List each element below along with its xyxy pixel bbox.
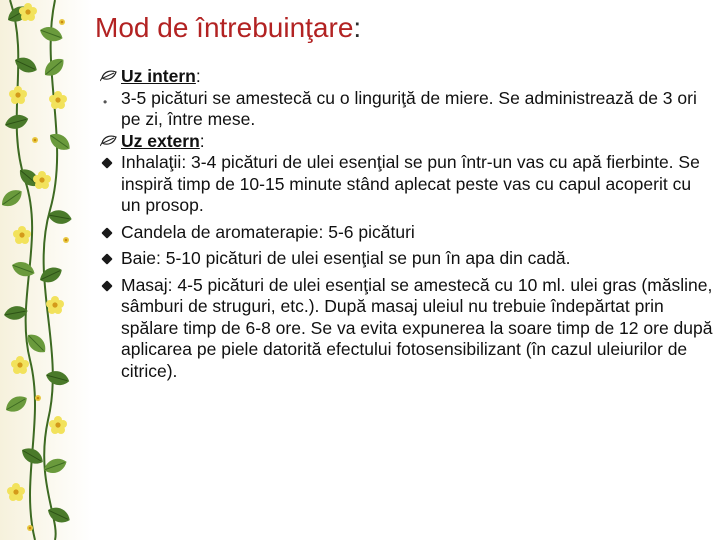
list-item-extern-3 [100,248,715,270]
diamond-bullet-icon [101,227,112,238]
floral-border-icon [0,0,92,540]
list-item-extern-1 [100,152,715,217]
floral-border-decoration [0,0,92,540]
section-intern-heading [100,66,715,88]
diamond-bullet-icon [101,253,112,264]
list-item-text: Baie: 5-10 picături de ulei esenţial se pun în apa din cadă. [121,248,571,268]
diamond-bullet-icon [101,157,112,168]
list-item-text: Masaj: 4-5 picături de ulei esenţial se amestecă cu 10 ml. ulei gras (măsline, sâmburi de struguri, etc.). După masaj uleiul nu trebuie îndepărtat prin spălare timp de 6-8 ore. Se va evita expunerea la soare timp de 12 ore după aplicarea pe piele datorită efectului fotosensibilizant (în cazul uleiurilor de citrice). [121,274,713,381]
list-item-text: Candela de aromaterapie: 5-6 picături [121,221,415,242]
small-dot-bullet-icon: • [103,94,108,109]
section-extern-colon: : [199,130,205,151]
content-list [100,66,715,382]
section-extern-title: Uz extern [121,130,200,151]
diamond-bullet-icon [101,280,112,291]
list-item-extern-4 [100,275,715,383]
list-item-extern-2 [100,222,715,244]
section-extern-heading [100,131,715,153]
page-title [95,12,361,44]
list-item-text: Inhalaţii: 3-4 picături de ulei esenţial se pun într-un vas cu apă fierbinte. Se inspiră timp de 10-15 minute stând aplecat peste vas cu capul acoperit cu un prosop. [121,152,700,215]
list-item-text: 3-5 picături se amestecă cu o linguriţă de miere. Se administrează de 3 ori pe zi, între mese. [121,87,697,129]
page-title-colon: : [353,12,362,43]
leaf-bullet-icon [100,66,118,87]
section-intern-colon: : [195,66,201,86]
section-intern-title: Uz intern [121,66,196,86]
list-item-intern-1 [100,88,715,131]
page-title-text: Mod de întrebuinţare [95,12,354,43]
leaf-bullet-icon [100,131,118,152]
